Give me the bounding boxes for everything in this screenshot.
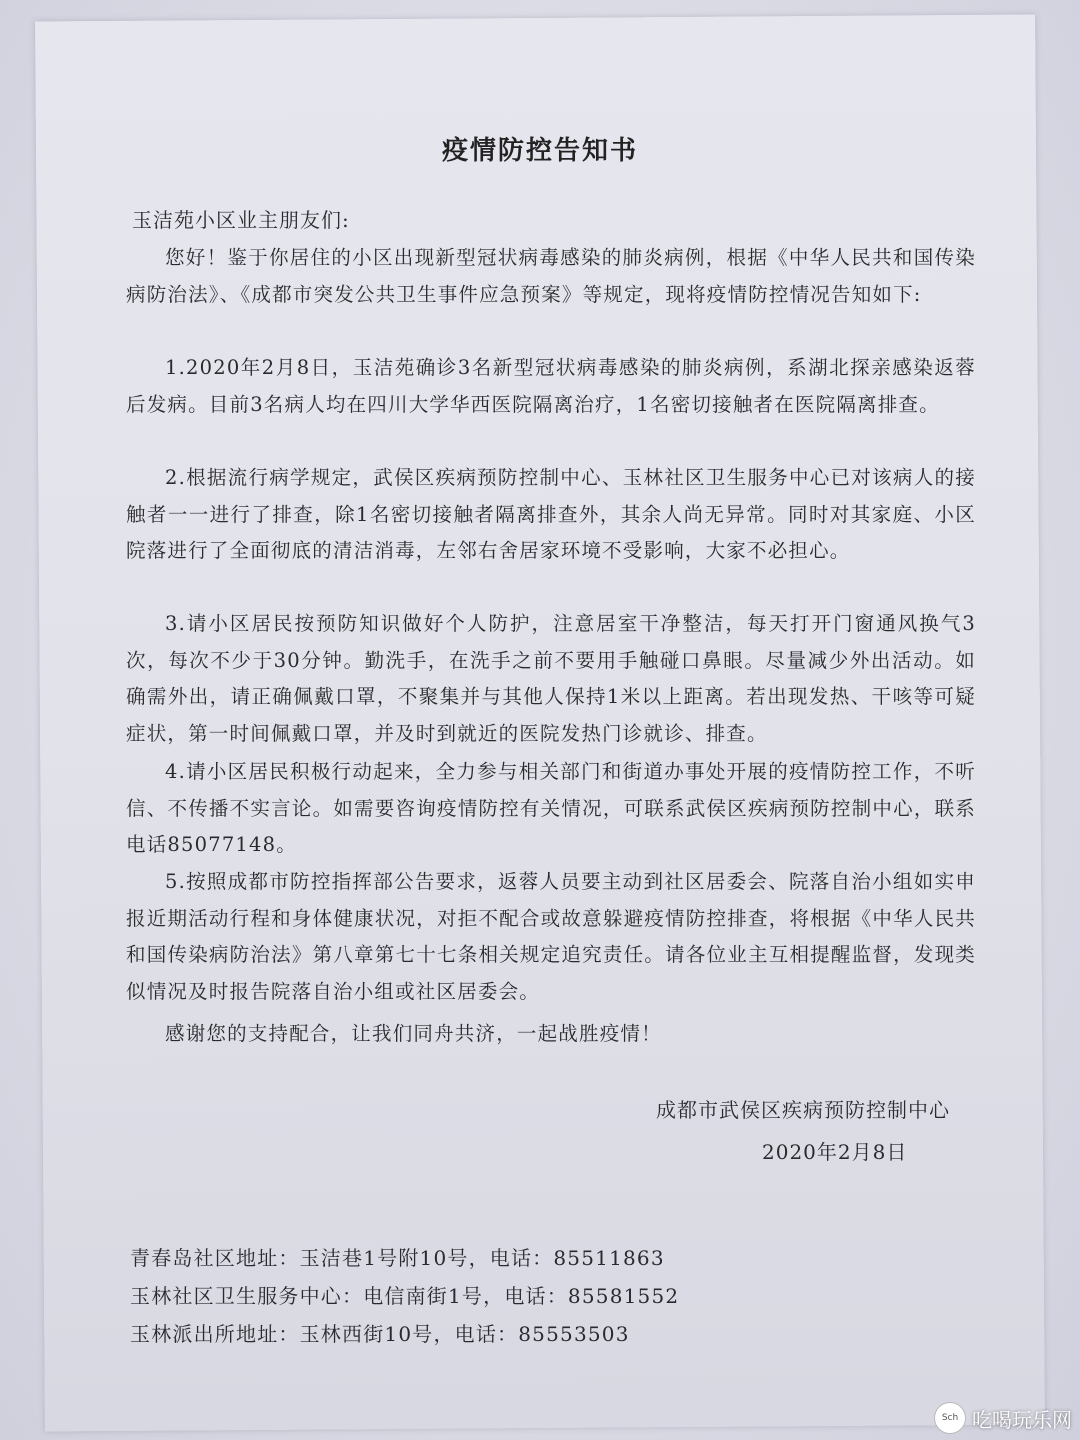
watermark-logo-icon: Sch	[934, 1402, 966, 1434]
signature-organization: 成都市武侯区疾病预防控制中心	[656, 1098, 950, 1122]
greeting-line: 玉洁苑小区业主朋友们:	[132, 208, 350, 232]
contact-line-health-center: 玉林社区卫生服务中心：电信南街1号，电话：85581552	[130, 1284, 680, 1308]
item-3-paragraph: 3.请小区居民按预防知识做好个人防护，注意居室干净整洁，每天打开门窗通风换气3次，每次不少于30分钟。勤洗手，在洗手之前不要用手触碰口鼻眼。尽量减少外出活动。如确需外出，请正确佩戴口罩，不聚集并与其他人保持1米以上距离。若出现发热、干咳等可疑症状，第一时间佩戴口罩，并及时到就近的医院发热门诊就诊、排查。	[126, 612, 976, 745]
watermark-text: 吃喝玩乐网	[972, 1407, 1072, 1432]
contact-line-police-station: 玉林派出所地址：玉林西街10号，电话：85553503	[130, 1322, 630, 1346]
intro-paragraph: 您好！鉴于你居住的小区出现新型冠状病毒感染的肺炎病例，根据《中华人民共和国传染病防治法》、《成都市突发公共卫生事件应急预案》等规定，现将疫情防控情况告知如下:	[126, 246, 976, 306]
item-1-paragraph: 1.2020年2月8日，玉洁苑确诊3名新型冠状病毒感染的肺炎病例，系湖北探亲感染返蓉后发病。目前3名病人均在四川大学华西医院隔离治疗，1名密切接触者在医院隔离排查。	[126, 356, 976, 416]
signature-date: 2020年2月8日	[762, 1140, 908, 1164]
contact-line-qingchundao: 青春岛社区地址：玉洁巷1号附10号，电话：85511863	[130, 1246, 665, 1270]
site-watermark	[934, 1402, 1072, 1434]
item-4-paragraph: 4.请小区居民积极行动起来，全力参与相关部门和街道办事处开展的疫情防控工作，不听信、不传播不实言论。如需要咨询疫情防控有关情况，可联系武侯区疾病预防控制中心，联系电话85077148。	[126, 760, 976, 856]
closing-paragraph: 感谢您的支持配合，让我们同舟共济，一起战胜疫情！	[165, 1022, 662, 1045]
item-5-paragraph: 5.按照成都市防控指挥部公告要求，返蓉人员要主动到社区居委会、院落自治小组如实申报近期活动行程和身体健康状况，对拒不配合或故意躲避疫情防控排查，将根据《中华人民共和国传染病防治法》第八章第七十七条相关规定追究责任。请各位业主互相提醒监督，发现类似情况及时报告院落自治小组或社区居委会。	[126, 870, 976, 1003]
notice-title: 疫情防控告知书	[441, 136, 638, 166]
item-2-paragraph: 2.根据流行病学规定，武侯区疾病预防控制中心、玉林社区卫生服务中心已对该病人的接触者一一进行了排查，除1名密切接触者隔离排查外，其余人尚无异常。同时对其家庭、小区院落进行了全面彻底的清洁消毒，左邻右舍居家环境不受影响，大家不必担心。	[126, 466, 976, 562]
